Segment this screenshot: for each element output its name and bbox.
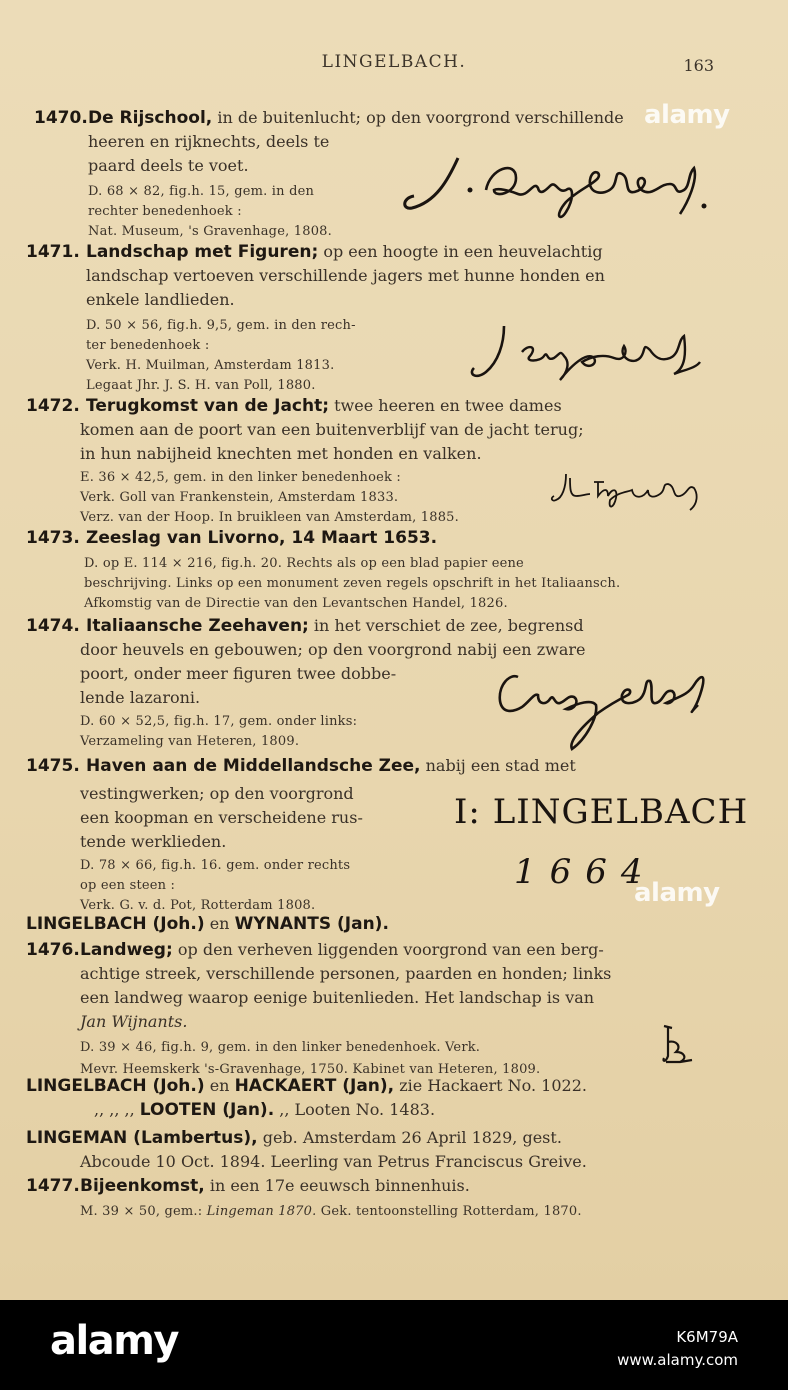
signature-1471 xyxy=(464,322,708,386)
entry-text: Abcoude 10 Oct. 1894. Leerling van Petrus Franciscus Greive. xyxy=(80,1152,587,1171)
text-line xyxy=(26,528,438,548)
text-line xyxy=(86,354,334,376)
watermark-top: alamy xyxy=(644,100,730,130)
text-line xyxy=(80,988,594,1008)
text-line xyxy=(86,374,316,396)
entry-details: E. 36 × 42,5, gem. in den linker benedenhoek : xyxy=(80,470,402,485)
text-line xyxy=(80,808,363,828)
text-line xyxy=(80,874,175,896)
text-line xyxy=(80,486,398,508)
text-line xyxy=(80,894,315,916)
entry-text: in de buitenlucht; op den voorgrond verschillende xyxy=(212,108,624,127)
entry-details: Verz. van der Hoop. In bruikleen van Amsterdam, 1885. xyxy=(80,510,459,525)
entry-text: nabij een stad met xyxy=(420,756,576,775)
entry-text: enkele landlieden. xyxy=(86,290,235,309)
text-line xyxy=(86,290,235,310)
entry-text: en xyxy=(204,1076,235,1095)
entry-text: op den verheven liggenden voorgrond van een berg- xyxy=(172,940,604,959)
text-line xyxy=(26,940,604,960)
text-line xyxy=(84,572,620,594)
entry-text: in hun nabijheid knechten met honden en valken. xyxy=(80,444,482,463)
entry-title: LINGEMAN (Lambertus), xyxy=(26,1128,258,1148)
text-line xyxy=(88,180,314,202)
signature-1475: I: LINGELBACH 1664 xyxy=(454,792,749,892)
text-line xyxy=(86,266,605,286)
text-line xyxy=(88,220,332,242)
text-line xyxy=(80,964,611,984)
monogram-1476 xyxy=(658,1022,698,1068)
text-line xyxy=(84,552,524,574)
entry-details: Mevr. Heemskerk 's-Gravenhage, 1750. Kabinet van Heteren, 1809. xyxy=(80,1062,541,1077)
attribution: Jan Wijnants. xyxy=(80,1012,188,1031)
page-number: 163 xyxy=(683,56,714,75)
entry-details: D. 60 × 52,5, fig.h. 17, gem. onder links: xyxy=(80,714,358,729)
entry-text: landschap vertoeven verschillende jagers met hunne honden en xyxy=(86,266,605,285)
watermark-middle: alamy xyxy=(634,878,720,908)
entry-details: Verk. Goll van Frankenstein, Amsterdam 1833. xyxy=(80,490,399,505)
text-line xyxy=(80,710,357,732)
entry-text: paard deels te voet. xyxy=(88,156,249,175)
entry-title: LINGELBACH (Joh.) xyxy=(26,914,205,934)
entry-title: Landschap met Figuren; xyxy=(86,242,319,262)
entry-text: komen aan de poort van een buitenverblijf van de jacht terug; xyxy=(80,420,584,439)
entry-title: Haven aan de Middellandsche Zee, xyxy=(86,756,421,776)
text-line xyxy=(88,200,242,222)
entry-details: D. 68 × 82, fig.h. 15, gem. in den xyxy=(88,184,315,199)
alamy-logo: alamy xyxy=(50,1318,178,1364)
entry-text: een landweg waarop eenige buitenlieden. Het landschap is van xyxy=(80,988,595,1007)
text-line xyxy=(80,1012,187,1032)
entry-title: LINGELBACH (Joh.) xyxy=(26,1076,205,1096)
text-line xyxy=(26,914,389,934)
entry-details: op een steen : xyxy=(80,878,176,893)
catalogue-number: 1474. xyxy=(26,616,80,636)
text-line xyxy=(86,314,356,336)
text-line xyxy=(80,730,299,752)
text-line xyxy=(86,334,209,356)
entry-text: geb. Amsterdam 26 April 1829, gest. xyxy=(257,1128,562,1147)
text-line xyxy=(26,1128,562,1148)
text-line xyxy=(84,592,508,614)
entry-details: M. 39 × 50, gem.: xyxy=(80,1204,207,1219)
entry-title: WYNANTS (Jan). xyxy=(234,914,389,934)
entry-text: in het verschiet de zee, begrensd xyxy=(308,616,584,635)
entry-text: achtige streek, verschillende personen, paarden en honden; links xyxy=(80,964,612,983)
entry-text: en xyxy=(204,914,235,933)
stock-footer xyxy=(0,1300,788,1390)
entry-title: Landweg; xyxy=(80,940,173,960)
entry-details: D. 50 × 56, fig.h. 9,5, gem. in den rech- xyxy=(86,318,356,333)
text-line xyxy=(80,688,200,708)
text-line xyxy=(88,132,329,152)
text-line xyxy=(26,756,576,776)
catalogue-number: 1473. xyxy=(26,528,80,548)
entry-text: op een hoogte in een heuvelachtig xyxy=(318,242,603,261)
text-line xyxy=(26,1076,587,1096)
image-credit xyxy=(617,1326,738,1372)
signature-1472 xyxy=(548,470,708,514)
entry-text: vestingwerken; op den voorgrond xyxy=(80,784,354,803)
entry-text: in een 17e eeuwsch binnenhuis. xyxy=(204,1176,470,1195)
text-line xyxy=(80,832,226,852)
entry-text: heeren en rijknechts, deels te xyxy=(88,132,330,151)
entry-details: Nat. Museum, 's Gravenhage, 1808. xyxy=(88,224,332,239)
site-url: www.alamy.com xyxy=(617,1351,738,1369)
entry-details: D. op E. 114 × 216, fig.h. 20. Rechts als op een blad papier eene xyxy=(84,556,524,571)
entry-details: D. 39 × 46, fig.h. 9, gem. in den linker benedenhoek. Verk. xyxy=(80,1040,481,1055)
entry-title: Terugkomst van de Jacht; xyxy=(86,396,330,416)
entry-details: beschrijving. Links op een monument zeven regels opschrift in het Italiaansch. xyxy=(84,576,621,591)
entry-details: ter benedenhoek : xyxy=(86,338,210,353)
entry-text: tende werklieden. xyxy=(80,832,227,851)
entry-title: De Rijschool, xyxy=(88,108,213,128)
text-line xyxy=(80,1200,582,1222)
catalogue-number: 1472. xyxy=(26,396,80,416)
text-line xyxy=(94,1100,435,1120)
text-line xyxy=(80,854,350,876)
text-line xyxy=(80,640,585,660)
entry-text: ,, Looten No. 1483. xyxy=(274,1100,436,1119)
entry-text: twee heeren en twee dames xyxy=(329,396,562,415)
entry-details: Gek. tentoonstelling Rotterdam, 1870. xyxy=(316,1204,582,1219)
text-line xyxy=(26,1176,470,1196)
entry-details: Verk. G. v. d. Pot, Rotterdam 1808. xyxy=(80,898,316,913)
catalogue-number: 1477. xyxy=(26,1176,80,1196)
entry-title: HACKAERT (Jan), xyxy=(234,1076,395,1096)
entry-text: poort, onder meer figuren twee dobbe- xyxy=(80,664,397,683)
image-id: K6M79A xyxy=(676,1328,738,1346)
entry-title: Bijeenkomst, xyxy=(80,1176,205,1196)
entry-title: LOOTEN (Jan). xyxy=(139,1100,275,1120)
entry-details: D. 78 × 66, fig.h. 16. gem. onder rechts xyxy=(80,858,351,873)
entry-details: Legaat Jhr. J. S. H. van Poll, 1880. xyxy=(86,378,316,393)
text-line xyxy=(88,156,249,176)
text-line xyxy=(80,1036,480,1058)
text-line xyxy=(34,108,624,128)
entry-details: Verzameling van Heteren, 1809. xyxy=(80,734,300,749)
entry-text: door heuvels en gebouwen; op den voorgrond nabij een zware xyxy=(80,640,586,659)
signature-1474 xyxy=(488,665,714,755)
catalogue-number: 1471. xyxy=(26,242,80,262)
entry-title: Italiaansche Zeehaven; xyxy=(86,616,309,636)
text-line xyxy=(26,396,562,416)
entry-text: een koopman en verscheidene rus- xyxy=(80,808,363,827)
entry-details: Verk. H. Muilman, Amsterdam 1813. xyxy=(86,358,335,373)
catalogue-number: 1475. xyxy=(26,756,80,776)
signature-text: Lingeman 1870. xyxy=(206,1204,317,1219)
text-line xyxy=(80,444,482,464)
catalogue-number: 1476. xyxy=(26,940,80,960)
text-line xyxy=(80,664,396,684)
entry-text: ,, ,, ,, xyxy=(94,1100,140,1119)
signature-1470 xyxy=(398,150,716,230)
entry-details: rechter benedenhoek : xyxy=(88,204,242,219)
text-line xyxy=(80,784,354,804)
entry-text: zie Hackaert No. 1022. xyxy=(394,1076,587,1095)
text-line xyxy=(26,616,584,636)
page-header xyxy=(0,52,788,78)
text-line xyxy=(80,420,584,440)
entry-text: lende lazaroni. xyxy=(80,688,201,707)
catalogue-number: 1470. xyxy=(34,108,88,128)
text-line xyxy=(80,506,459,528)
text-line xyxy=(80,1152,587,1172)
text-line xyxy=(80,466,401,488)
entry-details: Afkomstig van de Directie van den Levantschen Handel, 1826. xyxy=(84,596,508,611)
running-title: LINGELBACH. xyxy=(321,52,467,72)
text-line xyxy=(26,242,603,262)
entry-title: Zeeslag van Livorno, 14 Maart 1653. xyxy=(86,528,438,548)
